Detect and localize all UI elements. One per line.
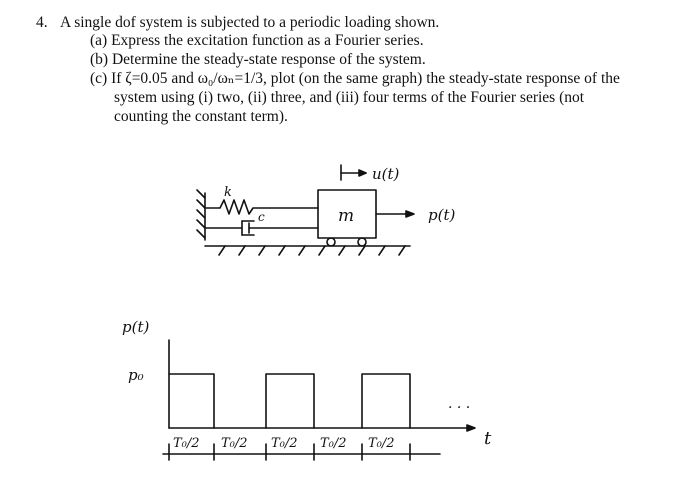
interval-label-1: T₀/2 — [173, 436, 200, 451]
displacement-arrow — [341, 165, 366, 180]
continuation-dots: . . . — [448, 396, 471, 412]
pulse-1 — [169, 374, 214, 428]
amplitude-label: p₀ — [128, 366, 144, 384]
part-a-label: (a) — [90, 32, 108, 49]
x-axis-arrowhead — [467, 425, 475, 431]
force-arrow — [376, 211, 414, 217]
force-label: p(t) — [428, 206, 456, 224]
part-b-text: Determine the steady-state response of the system. — [111, 51, 426, 68]
wheel-right — [358, 238, 366, 246]
x-axis-label: t — [484, 428, 492, 449]
part-b-label: (b) — [90, 51, 109, 68]
pulse-3 — [362, 374, 410, 428]
y-axis-label: p(t) — [122, 318, 150, 336]
problem-stem: A single dof system is subjected to a periodic loading shown. — [60, 14, 440, 31]
wheel-left — [327, 238, 335, 246]
displacement-label: u(t) — [372, 165, 400, 183]
part-c-text: If ζ=0.05 and ω₀/ωₙ=1/3, plot (on the same graph) the steady-state response of the — [111, 70, 620, 87]
spring-label: k — [224, 185, 232, 200]
part-c-continuation-2: counting the constant term). — [114, 108, 288, 125]
interval-label-4: T₀/2 — [320, 436, 347, 451]
damper-label: c — [258, 210, 265, 224]
mass-label: m — [338, 206, 355, 226]
ground — [205, 246, 410, 255]
problem-number: 4. — [36, 14, 48, 31]
interval-label-3: T₀/2 — [271, 436, 298, 451]
pulse-2 — [266, 374, 314, 428]
interval-label-5: T₀/2 — [368, 436, 395, 451]
interval-label-2: T₀/2 — [221, 436, 248, 451]
part-c-label: (c) — [90, 70, 108, 87]
wall — [197, 190, 205, 240]
part-a-text: Express the excitation function as a Fourier series. — [111, 32, 424, 49]
load-plot — [163, 340, 475, 460]
part-c-continuation-1: system using (i) two, (ii) three, and (iii) four terms of the Fourier series (not — [114, 89, 585, 106]
